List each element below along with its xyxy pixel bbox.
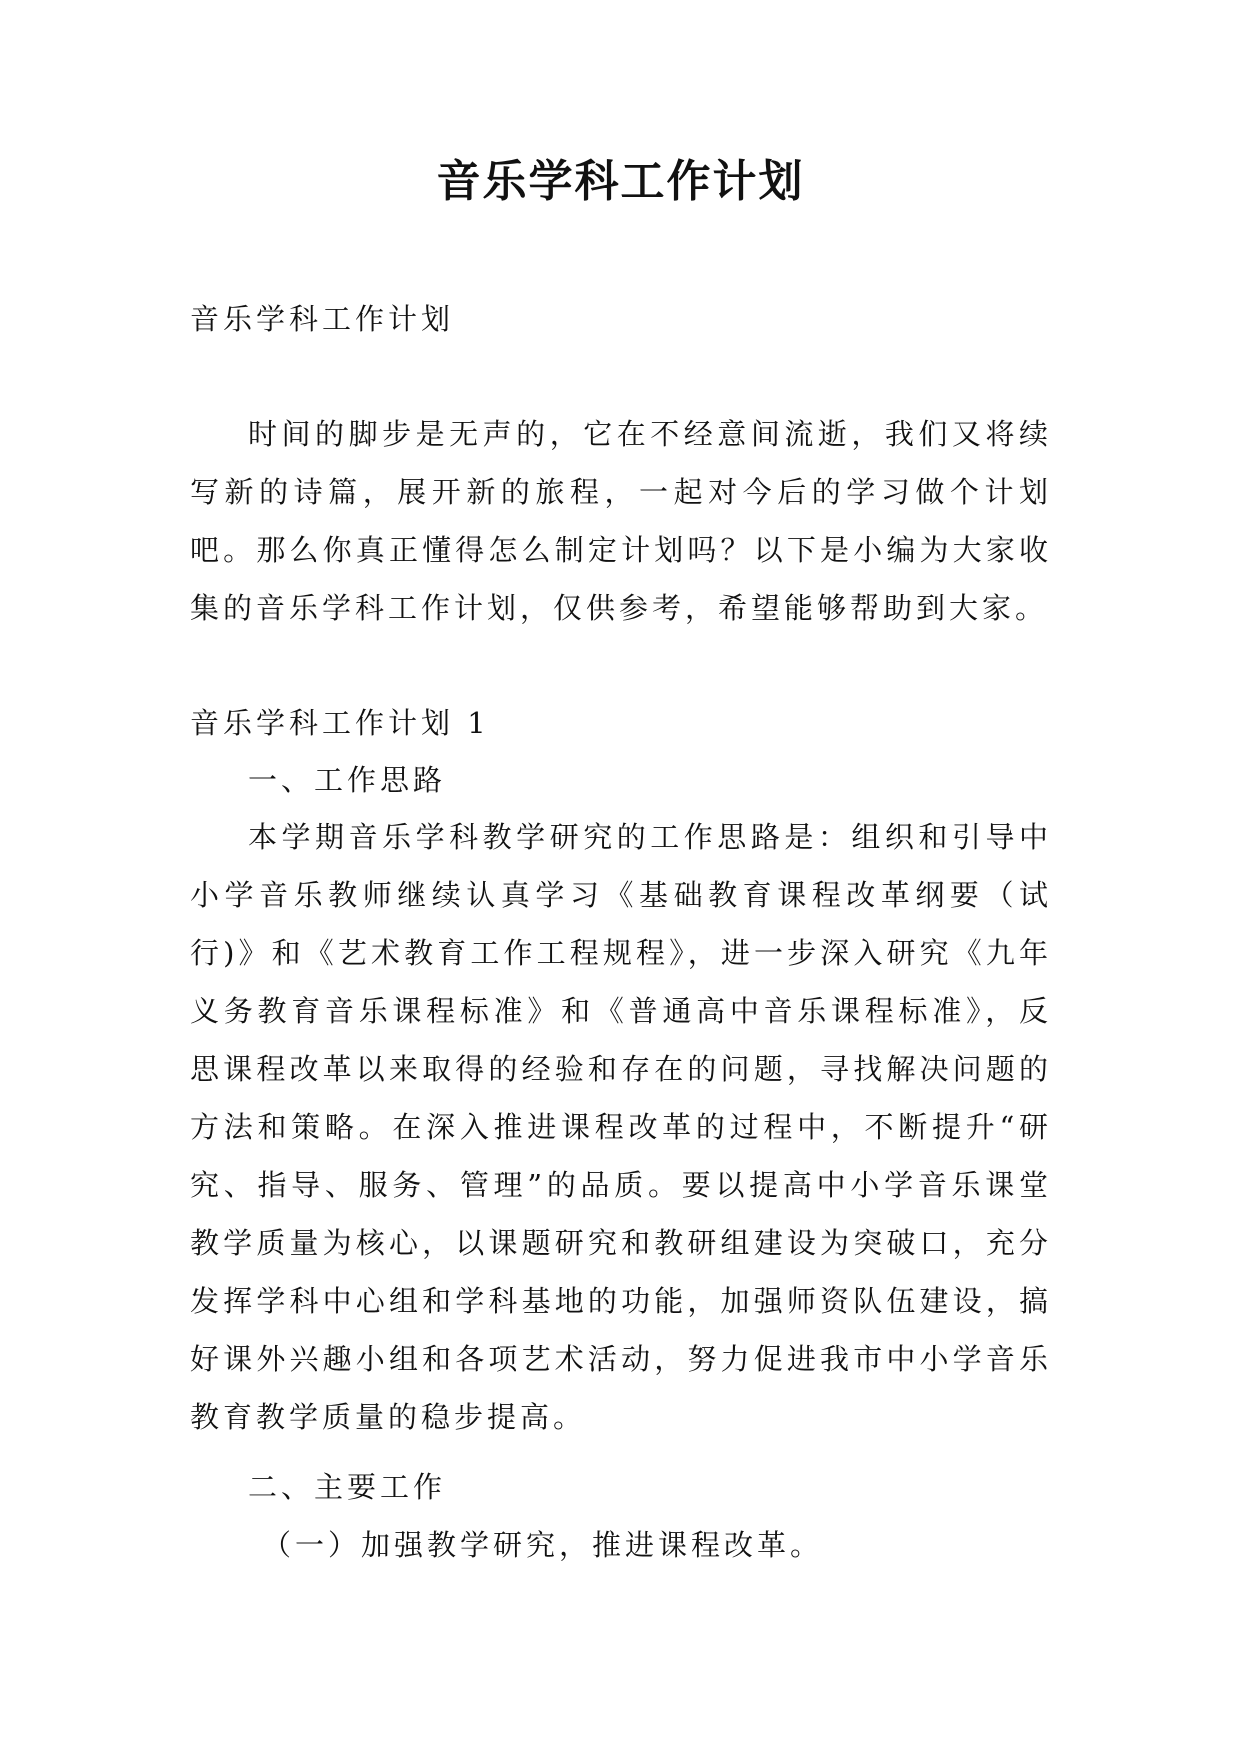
intro-paragraph: 时间的脚步是无声的，它在不经意间流逝，我们又将续写新的诗篇，展开新的旅程，一起对今后的学习做个计划吧。那么你真正懂得怎么制定计划吗？以下是小编为大家收集的音乐学科工作计划，仅供参考，希望能够帮助到大家。 [190, 417, 1052, 625]
document-title: 音乐学科工作计划 [436, 156, 805, 207]
paragraph-one: 本学期音乐学科教学研究的工作思路是：组织和引导中小学音乐教师继续认真学习《基础教育课程改革纲要（试行)》和《艺术教育工作工程规程》，进一步深入研究《九年义务教育音乐课程标准》和《普通高中音乐课程标准》，反思课程改革以来取得的经验和存在的问题，寻找解决问题的方法和策略。在深入推进课程改革的过程中，不断提升“研究、指导、服务、管理”的品质。要以提高中小学音乐课堂教学质量为核心，以课题研究和教研组建设为突破口，充分发挥学科中心组和学科基地的功能，加强师资队伍建设，搞好课外兴趣小组和各项艺术活动，努力促进我市中小学音乐教育教学质量的稳步提高。 [190, 820, 1052, 1434]
section-title: 音乐学科工作计划 1 [190, 706, 490, 740]
heading-two: 二、主要工作 [248, 1470, 447, 1504]
document-subtitle: 音乐学科工作计划 [190, 302, 455, 336]
subheading-one: （一）加强教学研究，推进课程改革。 [262, 1528, 824, 1562]
heading-one: 一、工作思路 [248, 763, 447, 797]
